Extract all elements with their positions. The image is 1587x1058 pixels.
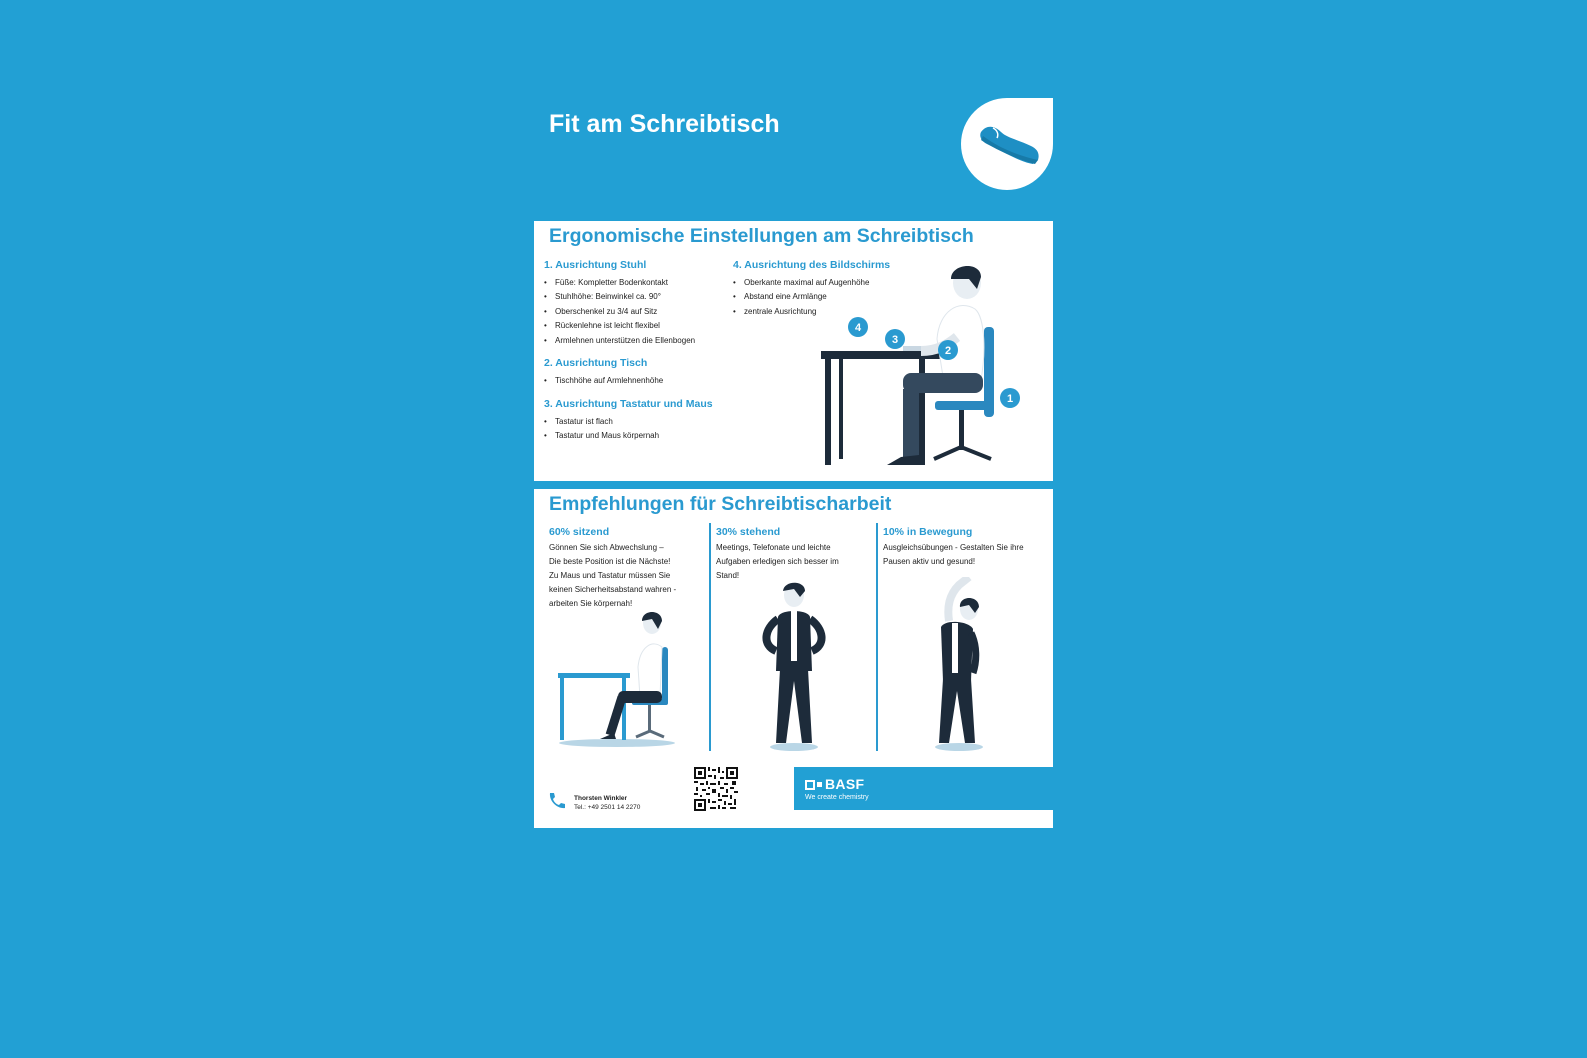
rec-line: Ausgleichsübungen - Gestalten Sie ihre: [883, 543, 1024, 552]
desk-illustration: [809, 259, 1049, 471]
group-chair: [542, 259, 695, 348]
rec-title: 60% sitzend: [549, 526, 610, 538]
list-item: • Tastatur ist flach: [542, 415, 713, 429]
rec-standing: [716, 526, 866, 583]
rec-line: Meetings, Telefonate und leichte: [716, 543, 831, 552]
group-title: 2. Ausrichtung Tisch: [544, 357, 648, 369]
marker-4: [848, 317, 868, 337]
group-table: [542, 357, 663, 388]
rec-line: arbeiten Sie körpernah!: [549, 599, 633, 608]
recommendations-heading: Empfehlungen für Schreibtischarbeit: [549, 493, 892, 515]
ergonomics-panel: [534, 221, 1053, 481]
marker-label: 4: [854, 322, 862, 334]
badge: [961, 98, 1053, 190]
basf-logo-block: [794, 767, 1053, 810]
basf-logo-square: [805, 780, 815, 790]
marker-1: [1000, 388, 1020, 408]
sitting-illustration: [552, 607, 682, 747]
list-item: • Stuhlhöhe: Beinwinkel ca. 90°: [542, 290, 695, 304]
list-item: • Tastatur und Maus körpernah: [542, 429, 713, 443]
list-item: • zentrale Ausrichtung: [731, 305, 890, 319]
basf-tagline: We create chemistry: [805, 794, 869, 801]
list-item: • Oberschenkel zu 3/4 auf Sitz: [542, 305, 695, 319]
rec-line: Gönnen Sie sich Abwechslung –: [549, 543, 664, 552]
marker-3: [885, 329, 905, 349]
poster: [534, 98, 1053, 831]
rec-sitting: [549, 526, 699, 611]
shoe-icon: [979, 118, 1041, 168]
qr-code: [694, 767, 738, 811]
phone-icon: [547, 791, 567, 811]
column-divider: [876, 523, 878, 751]
ergonomics-heading: Ergonomische Einstellungen am Schreibtisch: [549, 225, 974, 247]
marker-label: 1: [1006, 393, 1014, 405]
rec-title: 30% stehend: [716, 526, 781, 538]
marker-label: 3: [891, 334, 899, 346]
list-item: • Oberkante maximal auf Augenhöhe: [731, 276, 890, 290]
recommendations-panel: [534, 489, 1053, 828]
rec-title: 10% in Bewegung: [883, 526, 973, 538]
list-item: • Armlehnen unterstützen die Ellenbogen: [542, 334, 695, 348]
group-title: 4. Ausrichtung des Bildschirms: [733, 259, 891, 271]
rec-line: keinen Sicherheitsabstand wahren -: [549, 585, 677, 594]
footer: [534, 761, 1053, 828]
group-title: 3. Ausrichtung Tastatur und Maus: [544, 398, 713, 410]
list-item: • Rückenlehne ist leicht flexibel: [542, 319, 695, 333]
marker-2: [938, 340, 958, 360]
poster-title: Fit am Schreibtisch: [549, 110, 780, 138]
rec-line: Stand!: [716, 571, 740, 580]
basf-logo-text: BASF: [825, 776, 865, 792]
list-item: • Abstand eine Armlänge: [731, 290, 890, 304]
rec-line: Zu Maus und Tastatur müssen Sie: [549, 571, 671, 580]
list-item: • Füße: Kompletter Bodenkontakt: [542, 276, 695, 290]
rec-line: Aufgaben erledigen sich besser im: [716, 557, 839, 566]
rec-line: Pausen aktiv und gesund!: [883, 557, 976, 566]
rec-moving: [883, 526, 1048, 569]
standing-illustration: [754, 581, 834, 751]
marker-label: 2: [944, 345, 952, 357]
basf-logo: [805, 776, 864, 792]
rec-line: Die beste Position ist die Nächste!: [549, 557, 671, 566]
group-title: 1. Ausrichtung Stuhl: [544, 259, 647, 271]
group-keyboard: [542, 398, 713, 444]
contact: [574, 795, 640, 812]
list-item: • Tischhöhe auf Armlehnenhöhe: [542, 374, 663, 388]
contact-phone: Tel.: +49 2501 14 2270: [574, 803, 641, 811]
stretching-illustration: [919, 577, 999, 751]
basf-logo-dot: [817, 782, 822, 787]
contact-name: Thorsten Winkler: [574, 795, 628, 802]
column-divider: [709, 523, 711, 751]
